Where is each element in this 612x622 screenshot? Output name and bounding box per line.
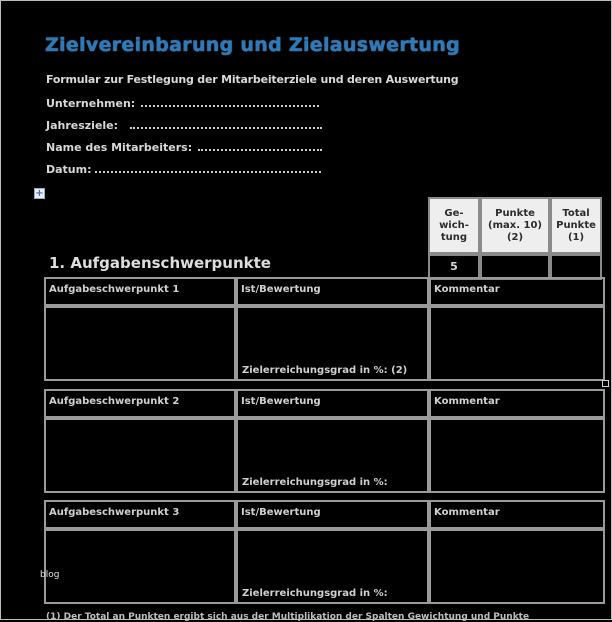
assessment-cell[interactable] <box>236 306 429 381</box>
section-heading: 1. Aufgabenschwerpunkte <box>49 254 271 272</box>
header-line: Ge- <box>444 207 464 219</box>
field-annual-goals[interactable] <box>46 119 322 132</box>
header-line: (1) <box>567 231 585 243</box>
resize-icon[interactable] <box>602 380 609 387</box>
header-line: Total <box>562 207 590 219</box>
header-line: (max. 10) <box>488 219 542 231</box>
field-label: Datum: <box>46 163 92 176</box>
task-description-cell[interactable] <box>44 529 236 604</box>
assessment-header: Ist/Bewertung <box>236 500 429 529</box>
task-table-2 <box>44 389 605 493</box>
task-table-3 <box>44 500 605 604</box>
field-input-line[interactable] <box>95 163 321 173</box>
assessment-cell[interactable] <box>236 418 429 493</box>
header-line: tung <box>440 231 468 243</box>
task-title: Aufgabeschwerpunkt 2 <box>44 389 236 418</box>
field-input-line[interactable] <box>130 119 322 129</box>
assessment-cell[interactable] <box>236 529 429 604</box>
document-title: Zielvereinbarung und Zielauswertung <box>45 34 460 56</box>
goal-achievement-label: Zielerreichungsgrad in %: <box>242 477 388 488</box>
footnote: (1) Der Total an Punkten ergibt sich aus der Multiplikation der Spalten Gewichtung und Punkte <box>46 612 530 622</box>
task-title: Aufgabeschwerpunkt 3 <box>44 500 236 529</box>
header-weight <box>428 197 480 254</box>
task-description-cell[interactable] <box>44 418 236 493</box>
assessment-header: Ist/Bewertung <box>236 389 429 418</box>
watermark-text: blog <box>40 570 60 580</box>
field-employee-name[interactable] <box>46 141 322 154</box>
header-line: wich- <box>439 219 469 231</box>
header-total-points <box>550 197 602 254</box>
comment-cell[interactable] <box>429 529 605 604</box>
score-table <box>428 197 602 280</box>
task-table-1 <box>44 277 605 381</box>
task-title: Aufgabeschwerpunkt 1 <box>44 277 236 306</box>
document-subtitle: Formular zur Festlegung der Mitarbeiterziele und deren Auswertung <box>46 73 459 86</box>
header-line: Punkte <box>556 219 596 231</box>
field-date[interactable] <box>46 163 321 176</box>
header-line: (2) <box>506 231 524 243</box>
goal-achievement-label: Zielerreichungsgrad in %: (2) <box>242 365 408 376</box>
task-description-cell[interactable] <box>44 306 236 381</box>
assessment-header: Ist/Bewertung <box>236 277 429 306</box>
field-input-line[interactable] <box>198 141 322 151</box>
field-label: Name des Mitarbeiters: <box>46 141 193 154</box>
comment-header: Kommentar <box>429 277 605 306</box>
field-label: Unternehmen: <box>46 97 136 110</box>
field-input-line[interactable] <box>141 97 319 107</box>
header-line: Punkte <box>495 207 535 219</box>
comment-cell[interactable] <box>429 418 605 493</box>
field-company[interactable] <box>46 97 319 110</box>
header-points <box>480 197 550 254</box>
comment-cell[interactable] <box>429 306 605 381</box>
weight-value[interactable]: 5 <box>428 254 480 280</box>
field-label: Jahresziele: <box>46 119 119 132</box>
comment-header: Kommentar <box>429 500 605 529</box>
move-icon[interactable]: + <box>35 188 44 199</box>
comment-header: Kommentar <box>429 389 605 418</box>
goal-achievement-label: Zielerreichungsgrad in %: <box>242 588 388 599</box>
